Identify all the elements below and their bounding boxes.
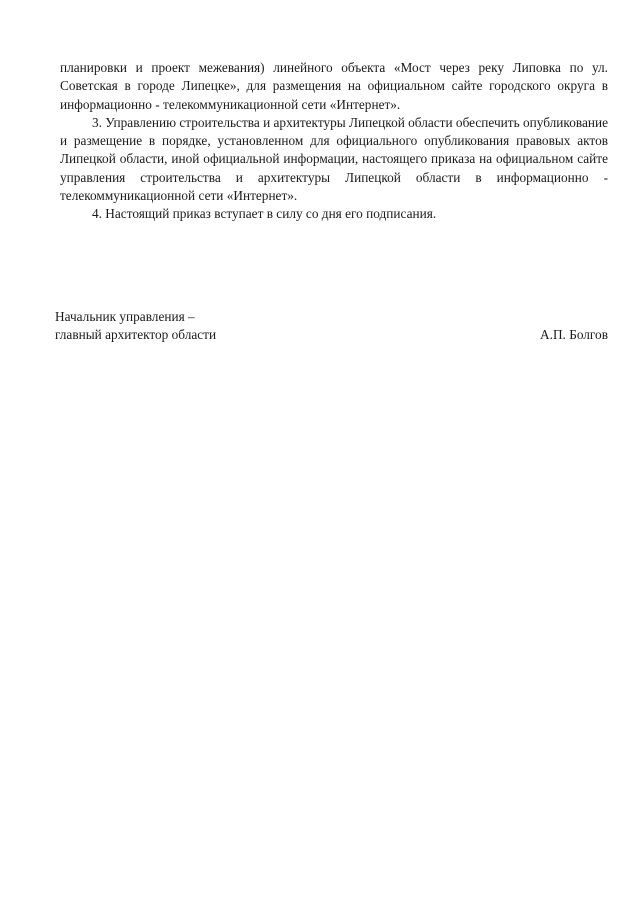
paragraph-continuation: планировки и проект межевания) линейного объекта «Мост через реку Липовка по ул. Советская в городе Липецке», для размещения на официальном сайте городского округа в информационно - телекоммуникационной сети «Интернет». xyxy=(60,60,608,112)
paragraph-item-3: 3. Управлению строительства и архитектуры Липецкой области обеспечить опубликование и размещение в порядке, установленном для официального опубликования правовых актов Липецкой области, иной официальной информации, настоящего приказа на официальном сайте управления строительства и архитектуры Липецкой области в информационно - телекоммуникационной сети «Интернет». xyxy=(60,114,608,204)
document-body xyxy=(60,59,608,224)
signatory-position-line-1: Начальник управления – xyxy=(55,309,195,324)
paragraph-item-4: 4. Настоящий приказ вступает в силу со дня его подписания. xyxy=(92,206,437,222)
signature-line xyxy=(55,326,608,344)
signature-block xyxy=(55,308,608,345)
signatory-position-line-2: главный архитектор области xyxy=(55,327,217,343)
signatory-name: А.П. Болгов xyxy=(540,327,608,343)
